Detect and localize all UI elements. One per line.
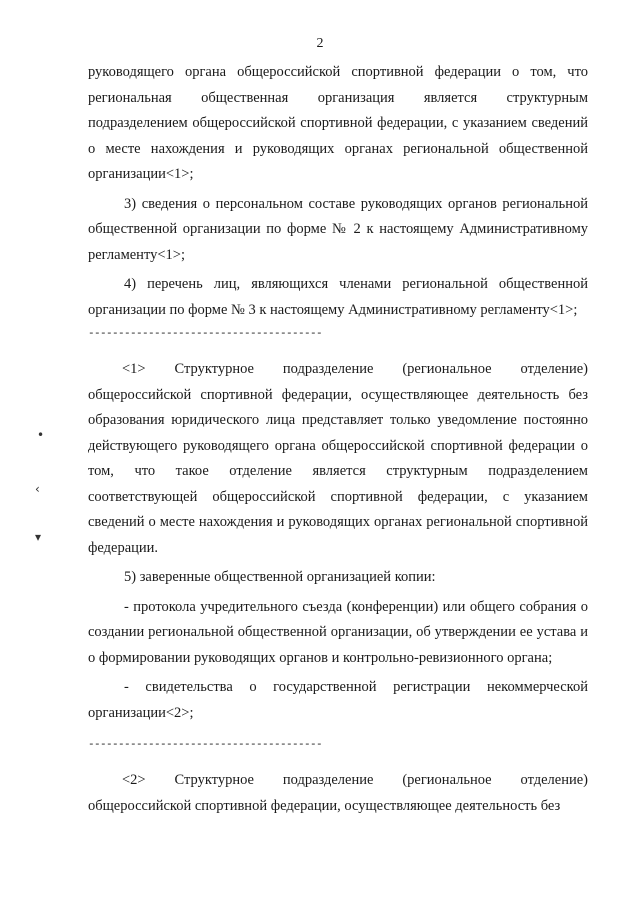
paragraph-protocol: - протокола учредительного съезда (конференции) или общего собрания о создании региональной общественной организации, об утверждении ее устава и о формировании руководящих органов и контрольно-ревизионного органа; [88,598,588,666]
footnote-2-text: <2> Структурное подразделение (региональное отделение) общероссийской спортивной федерации, осуществляющее деятельность без [88,772,588,814]
scan-mark-arrow-left: ‹ [35,482,40,496]
scan-mark-dot: • [37,428,45,442]
paragraph-continuation: руководящего органа общероссийской спортивной федерации о том, что региональная общественная организация является структурным подразделением общероссийской спортивной федерации, с указанием сведений о месте нахождения и руководящих органах региональной общественной организации<1>; [88,64,588,182]
footnote-1-text: <1> Структурное подразделение (региональное отделение) общероссийской спортивной федерации, осуществляющее деятельность без образования юридического лица представляет только уведомление постоянно действующего руководящего органа общероссийской спортивной федерации о том, что такое отделение является структурным подразделением соответствующей общероссийской спортивной федерации, с указанием сведений о месте нахождения и руководящих органах региональной спортивной федерации. [88,361,588,556]
paragraph-item-4: 4) перечень лиц, являющихся членами региональной общественной организации по форме № 3 к настоящему Административному регламенту<1>; [88,276,588,318]
footnote-separator-1: --------------------------------------- [88,328,323,340]
footnote-2 [88,768,588,819]
scan-mark-arrow-down: ▾ [35,530,42,544]
paragraph-item-5: 5) заверенные общественной организацией копии: [124,569,436,585]
footnote-separator-2: --------------------------------------- [88,739,323,751]
document-body [88,60,588,819]
page-number: 2 [316,36,324,51]
paragraph-certificate: - свидетельства о государственной регистрации некоммерческой организации<2>; [88,679,588,721]
footnote-1 [88,357,588,561]
paragraph-item-3: 3) сведения о персональном составе руководящих органов региональной общественной организации по форме № 2 к настоящему Административному регламенту<1>; [88,195,588,263]
